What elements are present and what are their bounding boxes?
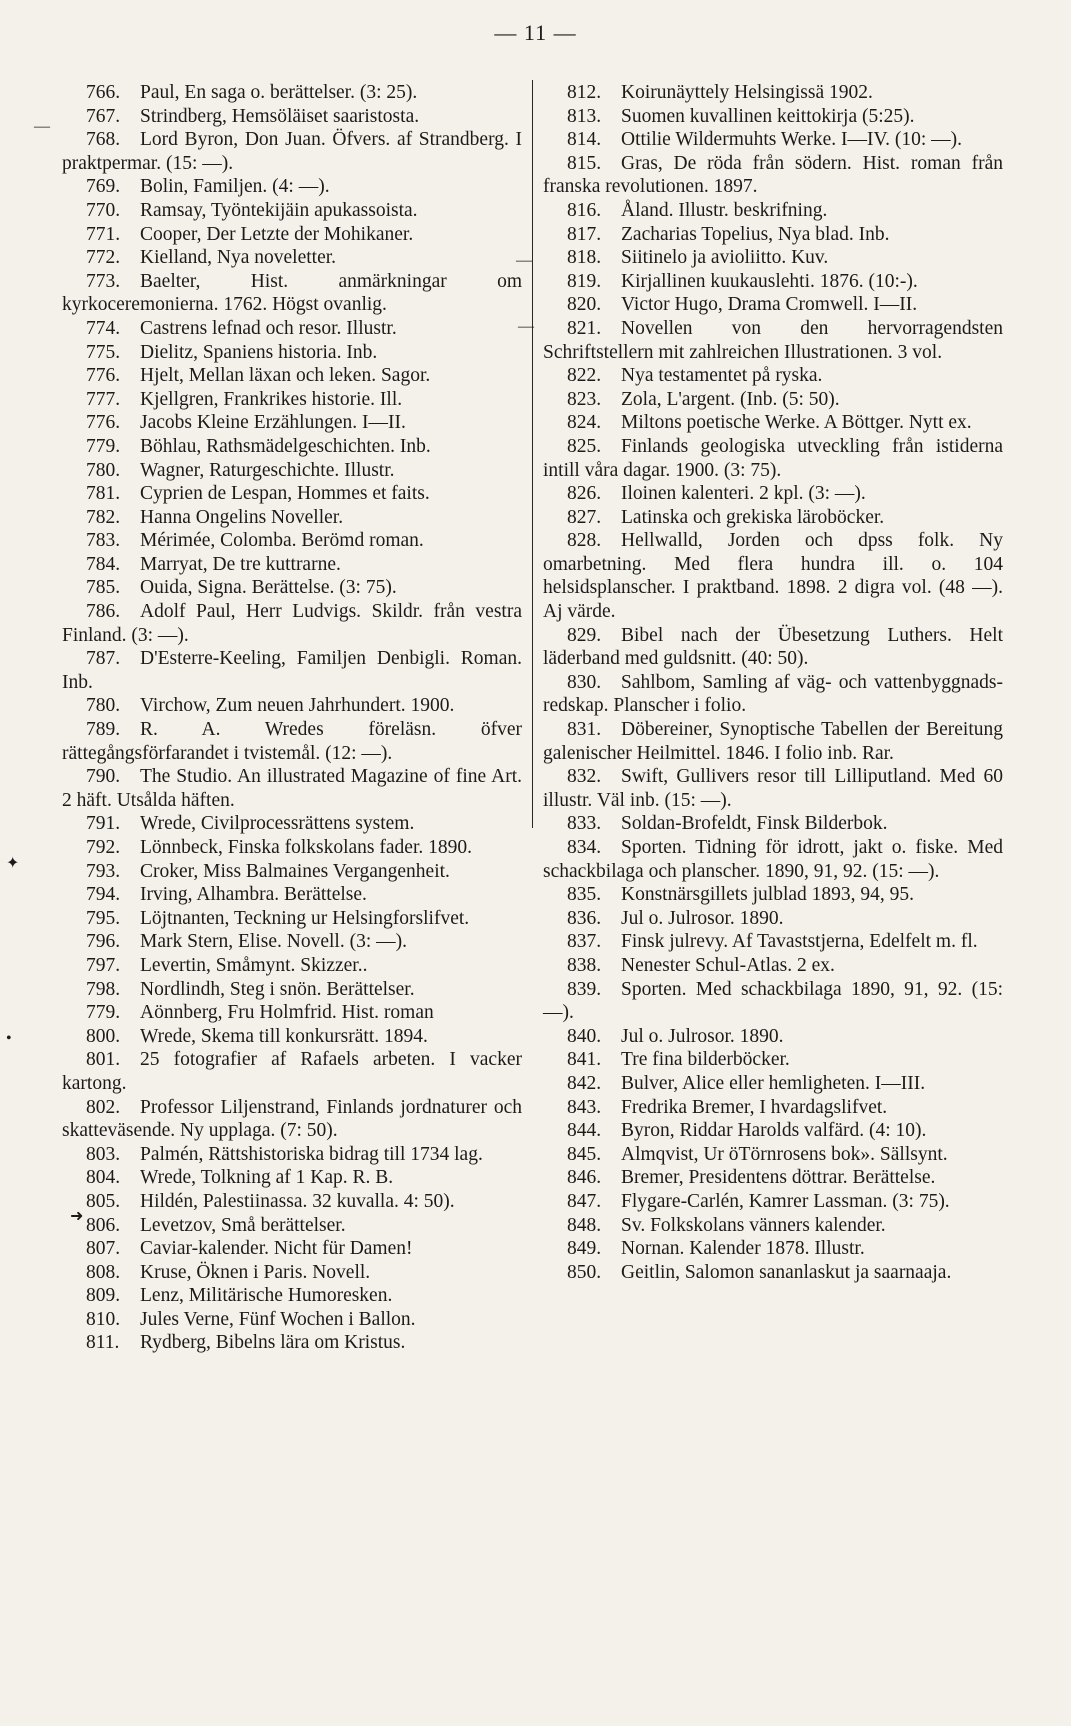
entry-text: Zacharias Topelius, Nya blad. Inb. <box>621 223 890 245</box>
entry-number: 770. <box>86 199 121 221</box>
catalog-entry <box>543 1096 1003 1120</box>
entry-text: Paul, En saga o. berättelser. (3: 25). <box>140 82 418 103</box>
entry-text: Bibel nach der Übesetzung Luthers. Helt läderband med guldsnitt. (40: 50). <box>543 624 1003 670</box>
catalog-entry <box>62 1284 522 1308</box>
entry-text: Böhlau, Rathsmädelgeschichten. Inb. <box>140 435 431 457</box>
catalog-entry <box>62 1096 522 1143</box>
entry-text: Sahlbom, Samling af väg- och vattenbyggnads-redskap. Planscher i folio. <box>543 671 1003 717</box>
entry-number: 818. <box>567 247 602 269</box>
entry-number: 798. <box>86 978 121 1000</box>
entry-text: Mark Stern, Elise. Novell. (3: —). <box>140 931 407 953</box>
entry-text: Hellwalld, Jorden och dpss folk. Ny omarbetning. Med flera hundra ill. o. 104 helsidsplanscher. I praktband. 1898. 2 digra vol. (48 —). Aj värde. <box>543 530 1003 623</box>
entry-number: 779. <box>86 435 121 457</box>
catalog-entry <box>543 883 1003 907</box>
catalog-entry <box>62 553 522 577</box>
entry-text: R. A. Wredes föreläsn. öfver rättegångsförfarandet i tvistemål. (12: —). <box>62 719 522 764</box>
entry-number: 796. <box>86 931 121 953</box>
entry-number: 846. <box>567 1167 602 1189</box>
entry-number: 850. <box>567 1261 602 1283</box>
catalog-entry <box>543 812 1003 836</box>
entry-number: 809. <box>86 1285 121 1307</box>
entry-number: 831. <box>567 719 602 741</box>
entry-number: 773. <box>86 270 121 292</box>
entry-number: 784. <box>86 553 121 575</box>
entry-text: Nenester Schul-Atlas. 2 ex. <box>621 954 835 976</box>
entry-number: 810. <box>86 1308 121 1330</box>
entry-text: Wrede, Civilprocessrättens system. <box>140 813 415 835</box>
catalog-entry <box>62 1048 522 1095</box>
margin-dot-mark: • <box>6 1030 12 1047</box>
entry-number: 794. <box>86 884 121 906</box>
catalog-entry <box>543 223 1003 247</box>
entry-text: Bulver, Alice eller hemligheten. I—III. <box>621 1072 926 1094</box>
entry-number: 767. <box>86 105 121 127</box>
entry-text: Soldan-Brofeldt, Finsk Bilderbok. <box>621 813 888 835</box>
entry-text: Lord Byron, Don Juan. Öfvers. af Strandberg. I praktpermar. (15: —). <box>62 129 522 174</box>
catalog-entry <box>62 1143 522 1167</box>
catalog-entry <box>62 765 522 812</box>
entry-text: Almqvist, Ur öTörnrosens bok». Sällsynt. <box>621 1143 948 1165</box>
entry-text: Jul o. Julrosor. 1890. <box>621 907 784 929</box>
entry-number: 783. <box>86 530 121 552</box>
catalog-entry <box>62 1025 522 1049</box>
entry-number: 779. <box>86 1002 121 1024</box>
entry-text: Caviar-kalender. Nicht für Damen! <box>140 1238 413 1260</box>
entry-number: 793. <box>86 860 121 882</box>
entry-text: Kjellgren, Frankrikes historie. Ill. <box>140 388 403 410</box>
catalog-entry <box>543 246 1003 270</box>
entry-text: Döbereiner, Synoptische Tabellen der Bereitung galenischer Heilmittel. 1846. I folio inb. Rar. <box>543 719 1003 764</box>
catalog-entry <box>62 128 522 175</box>
catalog-entry <box>543 1143 1003 1167</box>
catalog-entry <box>62 317 522 341</box>
entry-number: 849. <box>567 1238 602 1260</box>
entry-number: 835. <box>567 884 602 906</box>
entry-text: Flygare-Carlén, Kamrer Lassman. (3: 75). <box>621 1190 950 1212</box>
catalog-entry <box>62 435 522 459</box>
entry-text: Marryat, De tre kuttrarne. <box>140 553 341 575</box>
entry-number: 804. <box>86 1167 121 1189</box>
catalog-entry <box>543 482 1003 506</box>
entry-text: Miltons poetische Werke. A Böttger. Nytt ex. <box>621 412 972 434</box>
entry-number: 782. <box>86 506 121 528</box>
entry-text: Hjelt, Mellan läxan och leken. Sagor. <box>140 365 431 387</box>
entry-number: 840. <box>567 1025 602 1047</box>
entry-text: Kielland, Nya noveletter. <box>140 247 337 269</box>
catalog-entry <box>543 907 1003 931</box>
catalog-entry <box>62 506 522 530</box>
catalog-entry <box>543 199 1003 223</box>
catalog-entry <box>62 1261 522 1285</box>
entry-text: Jul o. Julrosor. 1890. <box>621 1025 784 1047</box>
column-divider <box>532 80 533 828</box>
catalog-entry <box>62 270 522 317</box>
entry-number: 832. <box>567 766 602 788</box>
entry-number: 807. <box>86 1238 121 1260</box>
entry-text: Bremer, Presidentens döttrar. Berättelse. <box>621 1167 936 1189</box>
entry-number: 816. <box>567 199 602 221</box>
margin-dash-mark: — <box>34 118 50 135</box>
entry-text: Siitinelo ja avioliitto. Kuv. <box>621 247 829 269</box>
entry-text: Cooper, Der Letzte der Mohikaner. <box>140 223 414 245</box>
catalog-entry <box>62 930 522 954</box>
entry-number: 771. <box>86 223 121 245</box>
entry-text: Hildén, Palestiinassa. 32 kuvalla. 4: 50). <box>140 1190 455 1212</box>
entry-number: 805. <box>86 1190 121 1212</box>
entry-number: 817. <box>567 223 602 245</box>
entry-text: Castrens lefnad och resor. Illustr. <box>140 317 397 339</box>
entry-text: Kirjallinen kuukauslehti. 1876. (10:-). <box>621 270 918 292</box>
entry-text: Mérimée, Colomba. Berömd roman. <box>140 530 424 552</box>
entry-text: The Studio. An illustrated Magazine of fine Art. 2 häft. Utsålda häften. <box>62 766 522 811</box>
entry-text: Finlands geologiska utveckling från istiderna intill våra dagar. 1900. (3: 75). <box>543 435 1003 481</box>
entry-text: Strindberg, Hemsöläiset saaristosta. <box>140 105 420 127</box>
entry-text: Aönnberg, Fru Holmfrid. Hist. roman <box>140 1002 434 1024</box>
entry-text: Geitlin, Salomon sananlaskut ja saarnaaja. <box>621 1261 952 1283</box>
catalog-entry <box>543 270 1003 294</box>
entry-number: 792. <box>86 837 121 858</box>
entry-text: Ramsay, Työntekijäin apukassoista. <box>140 199 418 221</box>
catalog-entry <box>62 175 522 199</box>
entry-number: 795. <box>86 907 121 929</box>
catalog-entry <box>62 246 522 270</box>
catalog-entry <box>62 81 522 105</box>
catalog-entry <box>543 506 1003 530</box>
entry-text: Levetzov, Små berättelser. <box>140 1214 346 1236</box>
left-column <box>62 81 522 1355</box>
entry-text: Swift, Gullivers resor till Lilliputland. Med 60 illustr. Väl inb. (15: —). <box>543 766 1003 811</box>
catalog-entry <box>62 907 522 931</box>
catalog-entry <box>543 1261 1003 1285</box>
catalog-entry <box>543 1048 1003 1072</box>
entry-text: Lenz, Militärische Humoresken. <box>140 1285 393 1307</box>
catalog-entry <box>543 1214 1003 1238</box>
entry-text: Virchow, Zum neuen Jahrhundert. 1900. <box>140 695 455 717</box>
catalog-entry <box>543 836 1003 883</box>
entry-number: 833. <box>567 813 602 835</box>
catalog-entry <box>543 81 1003 105</box>
entry-text: Wrede, Skema till konkursrätt. 1894. <box>140 1025 428 1047</box>
entry-number: 827. <box>567 506 602 528</box>
catalog-entry <box>543 1166 1003 1190</box>
catalog-entry <box>62 694 522 718</box>
entry-number: 842. <box>567 1072 602 1094</box>
entry-text: Löjtnanten, Teckning ur Helsingforslifvet. <box>140 907 470 929</box>
entry-number: 797. <box>86 954 121 976</box>
entry-text: Jacobs Kleine Erzählungen. I—II. <box>140 412 406 434</box>
catalog-entry <box>62 1166 522 1190</box>
entry-text: Dielitz, Spaniens historia. Inb. <box>140 341 378 363</box>
entry-number: 785. <box>86 577 121 599</box>
catalog-entry <box>543 930 1003 954</box>
margin-dash-mark-right: — <box>516 252 532 269</box>
entry-text: Bolin, Familjen. (4: —). <box>140 176 330 198</box>
entry-number: 811. <box>86 1332 120 1354</box>
entry-number: 801. <box>86 1049 121 1071</box>
entry-text: Nya testamentet på ryska. <box>621 365 823 387</box>
entry-number: 790. <box>86 766 121 788</box>
catalog-entry <box>62 1001 522 1025</box>
entry-number: 843. <box>567 1096 602 1118</box>
entry-text: Professor Liljenstrand, Finlands jordnaturer och skatteväsende. Ny upplaga. (7: 50). <box>62 1096 522 1142</box>
catalog-entry <box>543 765 1003 812</box>
entry-number: 776. <box>86 412 121 434</box>
entry-number: 837. <box>567 931 602 953</box>
catalog-entry <box>62 364 522 388</box>
entry-number: 825. <box>567 435 602 457</box>
entry-number: 819. <box>567 270 602 292</box>
catalog-entry <box>62 529 522 553</box>
entry-text: Victor Hugo, Drama Cromwell. I—II. <box>621 294 918 316</box>
catalog-entry <box>543 529 1003 623</box>
entry-number: 776. <box>86 365 121 387</box>
catalog-entry <box>543 105 1003 129</box>
catalog-entry <box>543 317 1003 364</box>
entry-text: Gras, De röda från södern. Hist. roman från franska revolutionen. 1897. <box>543 152 1003 198</box>
entry-number: 780. <box>86 695 121 717</box>
catalog-entry <box>62 836 522 860</box>
catalog-entry <box>543 1190 1003 1214</box>
entry-number: 844. <box>567 1120 602 1142</box>
entry-text: Konstnärsgillets julblad 1893, 94, 95. <box>621 884 915 906</box>
entry-text: Koirunäyttely Helsingissä 1902. <box>621 82 873 103</box>
catalog-entry <box>62 860 522 884</box>
catalog-entry <box>543 718 1003 765</box>
catalog-entry <box>543 1025 1003 1049</box>
margin-arrow-mark: ➜ <box>70 1208 84 1225</box>
entry-text: Finsk julrevy. Af Tavaststjerna, Edelfelt m. fl. <box>621 931 978 953</box>
entry-text: Zola, L'argent. (Inb. (5: 50). <box>621 388 840 410</box>
catalog-entry <box>62 978 522 1002</box>
margin-star-mark: ✦ <box>6 855 20 872</box>
catalog-entry <box>62 1214 522 1238</box>
entry-number: 839. <box>567 978 602 1000</box>
catalog-entry <box>62 1308 522 1332</box>
catalog-entry <box>62 199 522 223</box>
catalog-entry <box>62 883 522 907</box>
entry-text: Levertin, Småmynt. Skizzer.. <box>140 954 368 976</box>
entry-text: Kruse, Öknen i Paris. Novell. <box>140 1261 371 1283</box>
entry-number: 834. <box>567 837 602 858</box>
entry-number: 824. <box>567 412 602 434</box>
entry-number: 768. <box>86 129 121 151</box>
entry-text: Sporten. Tidning för idrott, jakt o. fiske. Med schackbilaga och planscher. 1890, 91, 92. (15: —). <box>543 837 1003 882</box>
entry-number: 781. <box>86 483 121 505</box>
entry-number: 786. <box>86 601 121 623</box>
catalog-entry <box>543 1237 1003 1261</box>
entry-text: Nornan. Kalender 1878. Illustr. <box>621 1238 865 1260</box>
entry-text: Jules Verne, Fünf Wochen i Ballon. <box>140 1308 416 1330</box>
entry-text: Irving, Alhambra. Berättelse. <box>140 884 367 906</box>
catalog-entry <box>62 105 522 129</box>
catalog-entry <box>543 1072 1003 1096</box>
catalog-entry <box>543 978 1003 1025</box>
entry-text: Baelter, Hist. anmärkningar om kyrkoceremonierna. 1762. Högst ovanlig. <box>62 270 522 316</box>
entry-text: Latinska och grekiska läroböcker. <box>621 506 885 528</box>
entry-number: 808. <box>86 1261 121 1283</box>
entry-number: 814. <box>567 129 602 151</box>
entry-number: 791. <box>86 813 121 835</box>
catalog-entry <box>62 600 522 647</box>
entry-number: 822. <box>567 365 602 387</box>
entry-text: Palmén, Rättshistoriska bidrag till 1734 lag. <box>140 1143 483 1165</box>
entry-number: 847. <box>567 1190 602 1212</box>
catalog-entry <box>543 293 1003 317</box>
entry-text: Croker, Miss Balmaines Vergangenheit. <box>140 860 450 882</box>
entry-number: 829. <box>567 624 602 646</box>
entry-number: 830. <box>567 671 602 693</box>
entry-text: Lönnbeck, Finska folkskolans fader. 1890. <box>140 837 472 858</box>
entry-text: Ottilie Wildermuhts Werke. I—IV. (10: —). <box>621 129 963 151</box>
entry-number: 806. <box>86 1214 121 1236</box>
catalog-entry <box>62 341 522 365</box>
entry-text: Novellen von den hervorragendsten Schriftstellern mit zahlreichen Illustrationen. 3 vol. <box>543 317 1003 363</box>
catalog-entry <box>62 718 522 765</box>
entry-number: 848. <box>567 1214 602 1236</box>
entry-number: 774. <box>86 317 121 339</box>
catalog-entry <box>543 388 1003 412</box>
catalog-entry <box>543 128 1003 152</box>
entry-number: 769. <box>86 176 121 198</box>
catalog-entry <box>543 671 1003 718</box>
entry-number: 826. <box>567 483 602 505</box>
entry-number: 815. <box>567 152 602 174</box>
entry-number: 812. <box>567 82 602 103</box>
entry-text: Iloinen kalenteri. 2 kpl. (3: —). <box>621 483 866 505</box>
entry-text: Nordlindh, Steg i snön. Berättelser. <box>140 978 415 1000</box>
entry-text: Rydberg, Bibelns lära om Kristus. <box>140 1332 406 1354</box>
entry-text: Åland. Illustr. beskrifning. <box>621 199 828 221</box>
catalog-entry <box>543 435 1003 482</box>
entry-number: 800. <box>86 1025 121 1047</box>
entry-number: 802. <box>86 1096 121 1118</box>
entry-number: 780. <box>86 459 121 481</box>
entry-number: 821. <box>567 317 602 339</box>
entry-number: 823. <box>567 388 602 410</box>
page-number: — 11 — <box>494 20 577 45</box>
catalog-entry <box>62 576 522 600</box>
entry-number: 836. <box>567 907 602 929</box>
catalog-entry <box>62 647 522 694</box>
catalog-entry <box>62 411 522 435</box>
entry-number: 787. <box>86 648 121 670</box>
catalog-entry <box>543 954 1003 978</box>
entry-number: 813. <box>567 105 602 127</box>
catalog-entry <box>62 223 522 247</box>
catalog-entry <box>62 1190 522 1214</box>
entry-number: 772. <box>86 247 121 269</box>
entry-text: Byron, Riddar Harolds valfärd. (4: 10). <box>621 1120 927 1142</box>
entry-text: Hanna Ongelins Noveller. <box>140 506 344 528</box>
entry-text: Cyprien de Lespan, Hommes et faits. <box>140 483 430 505</box>
catalog-entry <box>543 411 1003 435</box>
entry-number: 789. <box>86 719 121 741</box>
entry-text: Wrede, Tolkning af 1 Kap. R. B. <box>140 1167 394 1189</box>
entry-number: 803. <box>86 1143 121 1165</box>
catalog-entry <box>543 624 1003 671</box>
catalog-entry <box>62 812 522 836</box>
catalog-entry <box>62 954 522 978</box>
catalog-entry <box>62 1331 522 1355</box>
margin-arrow-mark-right: — <box>518 318 534 335</box>
entry-text: Suomen kuvallinen keittokirja (5:25). <box>621 105 915 127</box>
entry-text: Sporten. Med schackbilaga 1890, 91, 92. (15: —). <box>543 978 1003 1024</box>
catalog-entry <box>62 1237 522 1261</box>
catalog-entry <box>543 1119 1003 1143</box>
entry-number: 820. <box>567 294 602 316</box>
catalog-entry <box>62 388 522 412</box>
catalog-entry <box>543 152 1003 199</box>
catalog-entry <box>62 482 522 506</box>
entry-number: 775. <box>86 341 121 363</box>
catalog-entry <box>62 459 522 483</box>
entry-text: Fredrika Bremer, I hvardagslifvet. <box>621 1096 888 1118</box>
entry-number: 841. <box>567 1049 602 1071</box>
entry-number: 766. <box>86 82 121 103</box>
entry-text: Wagner, Raturgeschichte. Illustr. <box>140 459 395 481</box>
entry-text: 25 fotografier af Rafaels arbeten. I vacker kartong. <box>62 1049 522 1094</box>
catalog-entry <box>543 364 1003 388</box>
entry-text: D'Esterre-Keeling, Familjen Denbigli. Roman. Inb. <box>62 648 522 693</box>
entry-number: 777. <box>86 388 121 410</box>
entry-text: Sv. Folkskolans vänners kalender. <box>621 1214 886 1236</box>
entry-number: 845. <box>567 1143 602 1165</box>
entry-number: 828. <box>567 530 602 552</box>
entry-number: 838. <box>567 954 602 976</box>
entry-text: Ouida, Signa. Berättelse. (3: 75). <box>140 577 397 599</box>
entry-text: Adolf Paul, Herr Ludvigs. Skildr. från vestra Finland. (3: —). <box>62 601 522 646</box>
entry-text: Tre fina bilderböcker. <box>621 1049 790 1071</box>
right-column <box>543 81 1003 1284</box>
